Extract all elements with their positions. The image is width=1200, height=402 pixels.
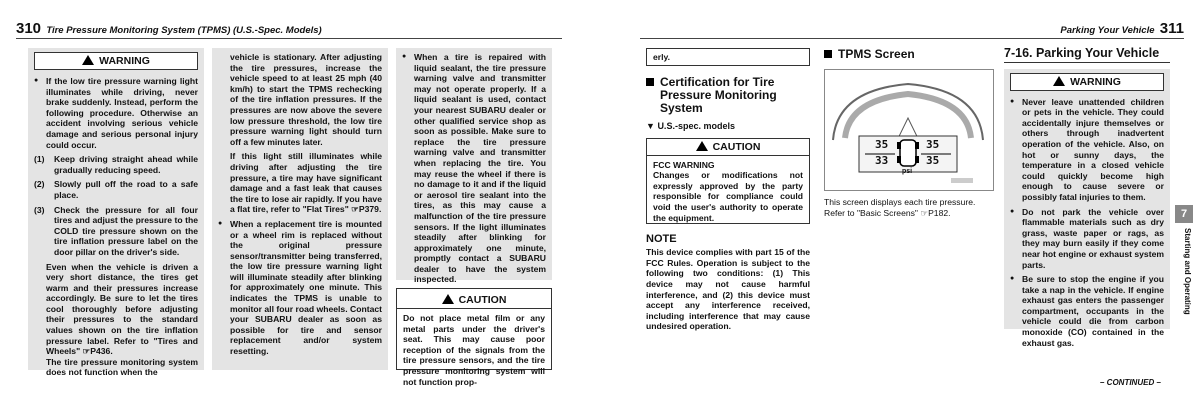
section-square-icon (824, 50, 832, 58)
continued-footer: – CONTINUED – (1100, 378, 1161, 387)
step-text: Check the pressure for all four tires and adjust the pressure to the COLD tire pressure shown on the tire inflation pressure label on the door pillar on the driver's side. (54, 204, 198, 257)
warning-label: WARNING (1070, 75, 1121, 88)
step-number: (3) (34, 204, 45, 215)
warning-bullet: ● If the low tire pressure warning light illuminates while driving, never brake suddenly. Instead, perform the following procedure. Otherwise an accident involving serious vehicle damage and serious personal injury could occur. (34, 76, 198, 150)
step-3 (34, 205, 198, 258)
warning-header (1010, 73, 1164, 91)
pressure-unit: psi (902, 168, 913, 175)
parking-warning-box (1004, 69, 1170, 348)
us-spec-subsection (646, 121, 810, 132)
chapter-title: 7-16. Parking Your Vehicle (1004, 48, 1170, 63)
warning-label: WARNING (99, 55, 150, 67)
caution-triangle-icon (442, 294, 454, 304)
note-text: This device complies with part 15 of the FCC Rules. Operation is subject to the following two conditions: (1) This device may not cause harmful interference, and (2) this device must accept any interference received, including interference that may cause undesired operation. (646, 247, 810, 332)
left-header (16, 20, 322, 37)
warning-box-continued-2 (396, 48, 552, 285)
left-page-number: 310 (16, 20, 42, 37)
caution-text: Do not place metal film or any metal parts under the driver's seat. This may cause poor reception of the signals from the tire pressure sensors, and the tire pressure monitoring system will not function prop- (403, 313, 545, 387)
tire-rr-value: 35 (926, 154, 940, 167)
step-1 (34, 154, 198, 175)
step-number: (1) (34, 154, 45, 165)
right-header (1000, 20, 1184, 37)
warning-triangle-icon (1053, 76, 1065, 86)
caution-label: CAUTION (458, 294, 507, 306)
down-triangle-icon: ▼ (646, 121, 655, 131)
col2-para2: If this light still illuminates while driving after adjusting the tire pressure, a tire may have significant damage and a fast leak that causes the tire to lose air rapidly. If you have a flat tire, refer to "Flat Tires" ☞P379. (230, 151, 382, 215)
warning-triangle-icon (82, 55, 94, 65)
subsection-text: U.S.-spec. models (657, 121, 735, 131)
tire-fr-value: 35 (926, 138, 940, 151)
caution-box (396, 288, 552, 387)
col5 (824, 48, 992, 218)
right-header-title: Parking Your Vehicle (1060, 25, 1155, 36)
step-text: Slowly pull off the road to a safe place. (54, 179, 198, 200)
warning-header (34, 52, 198, 70)
step-2 (34, 179, 198, 200)
tpms-section-title (824, 48, 992, 61)
warning-tail: The tire pressure monitoring system does not function when the (46, 356, 198, 378)
continued-text: erly. (653, 52, 671, 62)
warning-box (28, 48, 204, 378)
col2 (212, 48, 388, 370)
warning-paragraph: Even when the vehicle is driven a very short distance, the tires get warm and their pressures increase accordingly. Be sure to let the tires cool thoroughly before adjusting their pressures to the standard values shown on the tire inflation pressure label. Refer to "Tires and Wheels" ☞P436. (46, 261, 198, 357)
col1 (28, 48, 204, 378)
right-page-number: 311 (1159, 20, 1184, 37)
right-header-rule (640, 38, 1184, 39)
parking-bullet: ● Be sure to stop the engine if you take a nap in the vehicle. If engine exhaust gas enters the passenger compartment, occupants in the vehicle could die from carbon monoxide (CO) contained in the exhaust gas. (1010, 274, 1164, 348)
col2-para1: vehicle is stationary. After adjusting the tire pressures, increase the vehicle speed to at least 25 mph (40 km/h) to start the TPMS rechecking of the tire inflation pressures. If the pressures are now above the severe low pressure threshold, the low tire pressure warning light should turn off a few minutes later. (230, 52, 382, 147)
tpms-caption: This screen displays each tire pressure. Refer to "Basic Screens" ☞P182. (824, 197, 976, 218)
caution-header (397, 292, 551, 309)
fcc-text: Changes or modifications not expressly approved by the party responsible for compliance could void the user's authority to operate the equipment. (653, 170, 803, 223)
chapter-tab-label: Starting and Operating (1183, 228, 1192, 315)
continued-box (646, 48, 810, 66)
fcc-caution-box (646, 138, 810, 224)
note-title: NOTE (646, 232, 677, 245)
col6 (1004, 46, 1170, 348)
tire-rl-value: 33 (875, 154, 889, 167)
section-square-icon (646, 78, 654, 86)
step-number: (2) (34, 179, 45, 190)
caution-label: CAUTION (712, 140, 761, 153)
col3 (396, 48, 552, 387)
tpms-screen (824, 69, 994, 191)
warning-box-continued (212, 48, 388, 370)
tpms-title-text: TPMS Screen (838, 47, 915, 61)
tire-fl-value: 35 (875, 138, 889, 151)
left-header-title: Tire Pressure Monitoring System (TPMS) (U.S.-Spec. Models) (46, 25, 322, 36)
fcc-title: FCC WARNING (653, 159, 715, 170)
cert-section-title (646, 76, 810, 115)
chapter-tab: 7 (1175, 205, 1193, 223)
fcc-caution-header (647, 139, 809, 156)
step-text: Keep driving straight ahead while gradually reducing speed. (54, 154, 198, 175)
col2-bullet: ● When a replacement tire is mounted or a wheel rim is replaced without the original pressure sensor/transmitter being transferred, the low tire pressure warning light will illuminate steadily after blinking for approximately one minute. This indicates the TPMS is unable to monitor all four road wheels. Contact your SUBARU dealer as soon as possible for tire and sensor replacement and/or system resetting. (218, 219, 382, 357)
caution-triangle-icon (696, 141, 708, 151)
col4 (646, 48, 810, 332)
cert-title-text: Certification for Tire Pressure Monitoring System (660, 75, 777, 115)
left-header-rule (16, 38, 562, 39)
parking-bullet: ● Never leave unattended children or pets in the vehicle. They could accidentally injure themselves or others through inadvertent operation of the vehicle. Also, on hot or sunny days, the temperature in a closed vehicle could quickly become high enough to cause severe or possibly fatal injuries to them. (1010, 97, 1164, 203)
col3-bullet: ● When a tire is repaired with liquid sealant, the tire pressure warning valve and transmitter may not operate properly. If a liquid sealant is used, contact your nearest SUBARU dealer or other qualified service shop as soon as possible. Make sure to replace the tire pressure warning valve and transmitter when replacing the tire. You may reuse the wheel if there is no damage to it and if the liquid or aerosol tire sealant into the tires, as this may cause a malfunction of the tire pressure sensors. If the light illuminates steadily after blinking for approximately one minute, promptly contact a SUBARU dealer to have the system inspected. (402, 52, 546, 285)
parking-bullet: ● Do not park the vehicle over flammable materials such as dry grass, waste paper or rags, as they may burn easily if they come near hot engine or exhaust system parts. (1010, 207, 1164, 271)
